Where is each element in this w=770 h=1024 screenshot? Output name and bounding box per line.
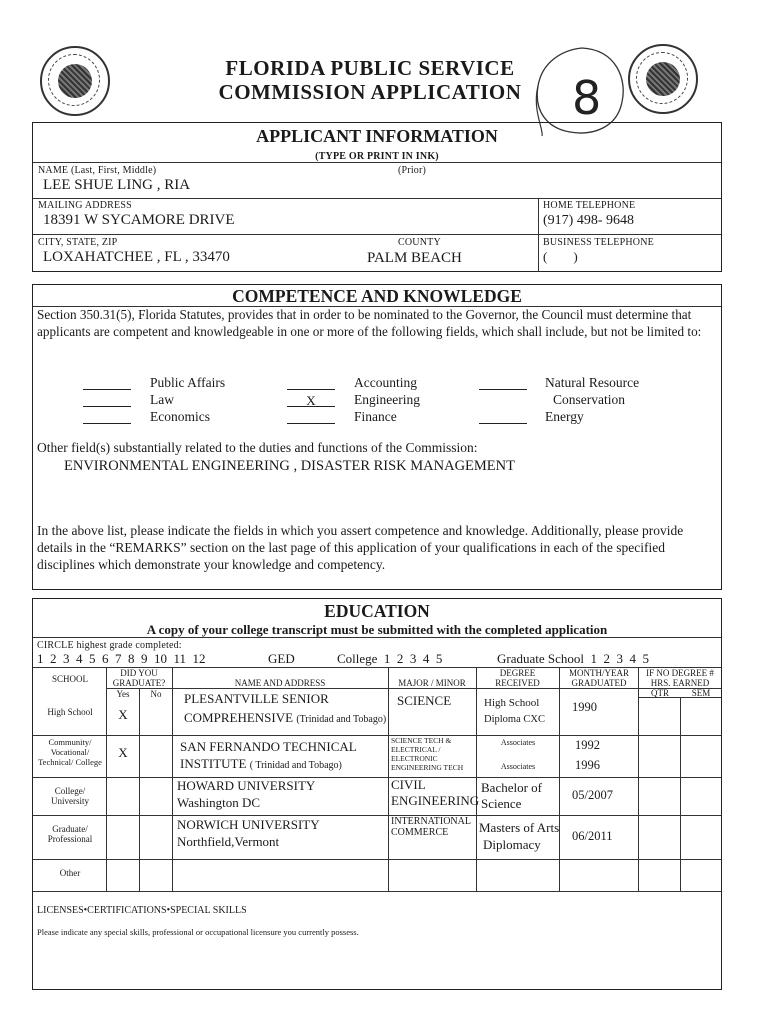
applicant-subtitle: (TYPE OR PRINT IN INK) <box>315 151 439 162</box>
competence-intro: Section 350.31(5), Florida Statutes, provides that in order to be nominated to the Governor, the Council must determine that applicants are competent and knowledgeable in one or more of the following fields, which shall include, but not be limited to: <box>37 307 702 339</box>
header-month-year: MONTH/YEAR GRADUATED <box>569 668 629 688</box>
county-label: COUNTY <box>398 237 441 248</box>
community-major[interactable]: SCIENCE TECH & ELECTRICAL / ELECTRONIC ENGINEERING TECH <box>391 736 464 772</box>
county-field[interactable]: PALM BEACH <box>367 250 462 266</box>
header-name-address: NAME AND ADDRESS <box>234 678 326 688</box>
high-school-name-line1[interactable]: PLESANTVILLE SENIOR <box>184 691 329 706</box>
competence-section-title: COMPETENCE AND KNOWLEDGE <box>232 286 522 306</box>
finance-blank[interactable] <box>287 410 335 424</box>
prior-label: (Prior) <box>398 165 427 176</box>
other-fields-value[interactable]: ENVIRONMENTAL ENGINEERING , DISASTER RISK MANAGEMENT <box>64 458 515 474</box>
header-degree-received: DEGREE RECEIVED <box>495 668 540 688</box>
field-engineering: Engineering <box>354 392 420 407</box>
community-date-2[interactable]: 1996 <box>575 758 600 772</box>
energy-blank[interactable] <box>479 410 527 424</box>
graduate-options[interactable]: Graduate School 1 2 3 4 5 <box>497 651 650 666</box>
applicant-section-title: APPLICANT INFORMATION <box>256 126 498 146</box>
graduate-name-line1[interactable]: NORWICH UNIVERSITY <box>177 817 320 832</box>
economics-blank[interactable] <box>83 410 131 424</box>
graduate-degree-line2[interactable]: Diplomacy <box>483 837 541 852</box>
florida-seal-left <box>40 46 110 116</box>
college-options[interactable]: College 1 2 3 4 5 <box>337 651 443 666</box>
engineering-blank[interactable]: X <box>287 393 335 407</box>
college-degree-line1[interactable]: Bachelor of <box>481 780 543 795</box>
florida-seal-right <box>628 44 698 114</box>
row-high-school-label: High School <box>47 707 93 717</box>
high-school-yes-mark[interactable]: X <box>118 707 128 722</box>
field-energy: Energy <box>545 409 584 424</box>
header-if-no-degree: IF NO DEGREE # HRS. EARNED <box>646 668 714 688</box>
header-school: SCHOOL <box>51 674 88 684</box>
graduate-name-line2[interactable]: Northfield,Vermont <box>177 834 280 849</box>
college-date[interactable]: 05/2007 <box>572 788 613 802</box>
mailing-address-label: MAILING ADDRESS <box>38 200 132 211</box>
community-yes-mark[interactable]: X <box>118 745 128 760</box>
field-economics: Economics <box>150 409 210 424</box>
education-section-title: EDUCATION <box>324 601 430 621</box>
header-qtr: QTR <box>651 688 669 698</box>
community-degree-2[interactable]: Associates <box>500 762 536 771</box>
college-degree-line2[interactable]: Science <box>481 796 522 811</box>
college-name-line1[interactable]: HOWARD UNIVERSITY <box>177 778 316 793</box>
high-school-degree-line2[interactable]: Diploma CXC <box>484 714 545 725</box>
field-law: Law <box>150 392 174 407</box>
graduate-degree-line1[interactable]: Masters of Arts <box>479 820 560 835</box>
row-community-college-label: Community/ Vocational/ Technical/ College <box>38 737 102 767</box>
business-telephone-field[interactable]: ( ) <box>543 249 578 264</box>
college-major[interactable]: CIVIL ENGINEERING <box>391 777 480 808</box>
community-name-line1[interactable]: SAN FERNANDO TECHNICAL <box>180 739 357 754</box>
mailing-address-field[interactable]: 18391 W SYCAMORE DRIVE <box>43 212 235 228</box>
circle-grade-label: CIRCLE highest grade completed: <box>37 640 182 651</box>
ged-option[interactable]: GED <box>268 651 295 666</box>
city-state-zip-field[interactable]: LOXAHATCHEE , FL , 33470 <box>43 249 230 265</box>
public-affairs-blank[interactable] <box>83 376 131 390</box>
licenses-label: LICENSES•CERTIFICATIONS•SPECIAL SKILLS <box>37 905 247 916</box>
header-sem: SEM <box>691 688 711 698</box>
field-public-affairs: Public Affairs <box>150 375 226 390</box>
graduate-date[interactable]: 06/2011 <box>572 829 613 843</box>
high-school-major[interactable]: SCIENCE <box>397 693 452 708</box>
row-graduate-label: Graduate/ Professional <box>47 824 93 844</box>
community-date-1[interactable]: 1992 <box>575 738 600 752</box>
city-state-zip-label: CITY, STATE, ZIP <box>38 237 118 248</box>
row-college-university-label: College/ University <box>51 786 89 806</box>
page-title-line2: COMMISSION APPLICATION <box>218 80 522 104</box>
field-natural-resource: Natural Resource <box>545 375 640 390</box>
community-degree-1[interactable]: Associates <box>500 738 536 747</box>
high-school-name-line2[interactable]: COMPREHENSIVE (Trinidad and Tobago) <box>184 710 387 725</box>
field-finance: Finance <box>354 409 397 424</box>
row-other-label: Other <box>59 868 81 878</box>
grade-options[interactable]: 1 2 3 4 5 6 7 8 9 10 11 12 <box>37 651 206 666</box>
page-title-line1: FLORIDA PUBLIC SERVICE <box>225 56 515 80</box>
other-fields-label: Other field(s) substantially related to the duties and functions of the Commission: <box>37 440 478 455</box>
header-did-you-graduate: DID YOU GRADUATE? <box>112 668 166 688</box>
education-subtitle: A copy of your college transcript must be submitted with the completed application <box>146 622 608 637</box>
field-conservation: Conservation <box>553 392 625 407</box>
home-telephone-field[interactable]: (917) 498- 9648 <box>543 213 634 228</box>
graduate-major[interactable]: INTERNATIONAL COMMERCE <box>391 816 471 838</box>
name-field[interactable]: LEE SHUE LING , RIA <box>43 177 191 193</box>
college-name-line2[interactable]: Washington DC <box>177 795 261 810</box>
header-major-minor: MAJOR / MINOR <box>398 678 466 688</box>
natural-resource-blank[interactable] <box>479 376 527 390</box>
high-school-degree-line1[interactable]: High School <box>484 697 540 709</box>
community-name-line2[interactable]: INSTITUTE ( Trinidad and Tobago) <box>180 756 342 771</box>
handwritten-eight: 8 <box>572 71 602 125</box>
header-no: No <box>150 689 162 699</box>
header-yes: Yes <box>116 689 130 699</box>
business-telephone-label: BUSINESS TELEPHONE <box>543 237 654 248</box>
home-telephone-label: HOME TELEPHONE <box>543 200 636 211</box>
law-blank[interactable] <box>83 393 131 407</box>
name-label: NAME (Last, First, Middle) <box>38 165 157 176</box>
field-accounting: Accounting <box>354 375 417 390</box>
competence-closing: In the above list, please indicate the fields in which you assert competence and knowledge. Additionally, please provide details in the “REMARKS” section on the last page of this application of your qualifications in each of the specified disciplines which demonstrate your knowledge and competency. <box>37 523 684 572</box>
high-school-date[interactable]: 1990 <box>572 700 597 714</box>
accounting-blank[interactable] <box>287 376 335 390</box>
licenses-instruction: Please indicate any special skills, professional or occupational licensure you currently possess. <box>37 927 359 937</box>
